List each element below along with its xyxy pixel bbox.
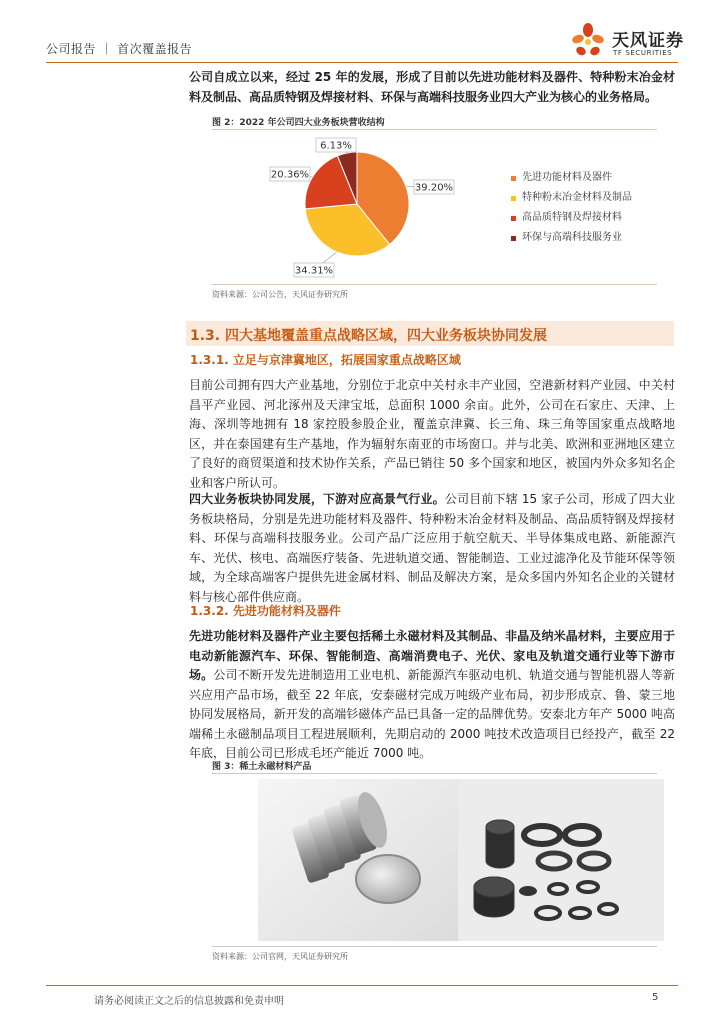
legend-swatch (511, 176, 516, 181)
pie-data-label: 34.31% (294, 265, 334, 277)
legend-item (511, 188, 632, 208)
legend-label: 环保与高端科技服务业 (522, 232, 622, 243)
figure3-bottom-rule (212, 946, 657, 947)
magnet-products-image (258, 779, 664, 941)
section-1-3-title: 1.3. 四大基地覆盖重点战略区域，四大业务板块协同发展 (190, 328, 547, 344)
header-divider (46, 62, 678, 63)
pie-data-label: 39.20% (414, 182, 454, 194)
pie-chart (212, 131, 502, 281)
para2-body: 公司目前下辖 15 家子公司，形成了四大业务板块格局，分别是先进功能材料及器件、特种粉末冶金材料及制品、高品质特钢及焊接材料、环保与高端科技服务业。公司产品广泛应用于航空航天、半导体集成电路、新能源汽车、光伏、核电、高端医疗装备、先进轨道交通、智能制造、工业过滤净化及节能环保等领域，为全球高端客户提供先进金属材料、制品及解决方案，是众多国内外知名企业的关键材料与核心部件供应商。 (189, 492, 675, 604)
footer-divider (46, 985, 678, 986)
intro-paragraph (189, 68, 675, 107)
figure2-top-rule (212, 129, 657, 130)
pie-legend (511, 168, 632, 248)
company-logo (566, 22, 686, 62)
legend-label: 先进功能材料及器件 (522, 172, 612, 183)
section-1-3-2-title: 1.3.2. 先进功能材料及器件 (190, 604, 341, 618)
section-1-3-2-para (189, 627, 675, 764)
pie-data-label: 20.36% (270, 169, 310, 181)
figure2-bottom-rule (212, 284, 657, 285)
figure3-title: 图 3：稀土永磁材料产品 (212, 762, 312, 772)
logo-text-en: TF SECURITIES (613, 49, 673, 57)
logo-flower-icon (566, 22, 610, 62)
figure3-source: 资料来源：公司官网，天风证券研究所 (212, 952, 348, 961)
pie-data-label: 6.13% (320, 140, 352, 152)
legend-swatch (511, 236, 516, 241)
section-1-3-1-para2 (189, 490, 675, 607)
page-number: 5 (652, 992, 659, 1003)
footer-disclaimer: 请务必阅读正文之后的信息披露和免责申明 (94, 996, 284, 1007)
magnet-products-photo (258, 779, 664, 941)
figure2-source: 资料来源：公司公告，天风证券研究所 (212, 290, 348, 299)
legend-item (511, 208, 632, 228)
figure3-top-rule (212, 773, 657, 774)
legend-item (511, 168, 632, 188)
legend-label: 特种粉末冶金材料及制品 (522, 192, 632, 203)
para2-lead: 四大业务板块协同发展，下游对应高景气行业。 (189, 492, 445, 506)
legend-item (511, 228, 632, 248)
section-1-3-1-title: 1.3.1. 立足与京津冀地区，拓展国家重点战略区域 (190, 353, 461, 367)
legend-swatch (511, 196, 516, 201)
para3-lead: 先进功能材料及器件产业主要包括稀土永磁材料及其制品、非晶及纳米晶材料，主要应用于电动新能源汽车、环保、智能制造、高端消费电子、光伏、家电及轨道交通行业等下游市场。 (189, 629, 675, 682)
intro-text: 公司自成立以来，经过 25 年的发展，形成了目前以先进功能材料及器件、特种粉末冶金材料及制品、高品质特钢及焊接材料、环保与高端科技服务业四大产业为核心的业务格局。 (189, 70, 675, 104)
section-1-3-1-para1: 目前公司拥有四大产业基地，分别位于北京中关村永丰产业园，空港新材料产业园、中关村昌平产业园、河北涿州及天津宝坻，总面积 1000 余亩。此外，公司在石家庄、天津、上海、深圳等地拥有 18 家控股参股企业，覆盖京津冀、长三角、珠三角等国家重点战略地区，并在泰国建有生产基地，作为辐射东南亚的市场窗口。并与北美、欧洲和亚洲地区建立了良好的商贸渠道和技术协作关系，产品已销往 50 多个国家和地区，被国内外众多知名企业和客户所认可。 (189, 378, 675, 490)
legend-label: 高品质特钢及焊接材料 (522, 212, 622, 223)
header-report-type: 公司报告 ｜ 首次覆盖报告 (46, 42, 193, 56)
logo-text-cn: 天风证券 (612, 31, 684, 51)
legend-swatch (511, 216, 516, 221)
figure2-title: 图 2：2022 年公司四大业务板块营收结构 (212, 118, 385, 128)
para3-body: 公司不断开发先进制造用工业电机、新能源汽车驱动电机、轨道交通与智能机器人等新兴应用产品市场，截至 22 年底，安泰磁材完成万吨级产业布局，初步形成京、鲁、蒙三地协同发展格局，新开发的高端钐磁体产品已具备一定的品牌优势。安泰北方年产 5000 吨高端稀土永磁制品项目工程进展顺利，先期启动的 2000 吨技术改造项目已经投产，截至 22 年底，目前公司已形成毛坯产能近 7000 吨。 (189, 668, 675, 760)
